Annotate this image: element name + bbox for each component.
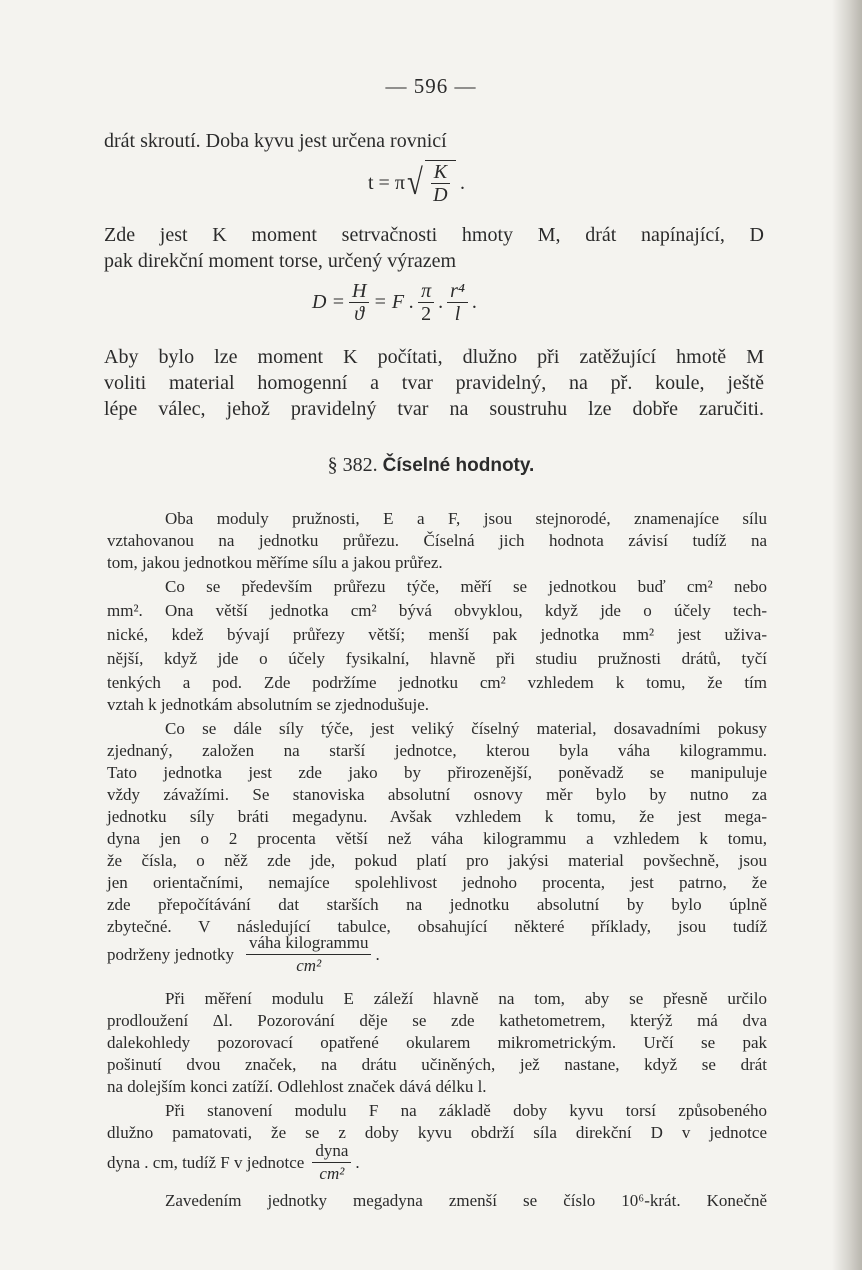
formula-lhs: t = π bbox=[368, 171, 405, 194]
formula-num: K bbox=[433, 161, 448, 183]
text-line: dalekohledy pozorovací opatřené okularem mikrometrickým. Určí se pak bbox=[107, 1033, 767, 1052]
text-line: Při měření modulu E záleží hlavně na tom, aby se přesně určilo bbox=[165, 989, 767, 1008]
text-line: že čísla, o něž zde jde, pokud platí pro jakýsi material povšechně, jsou bbox=[107, 851, 767, 870]
text-line: na dolejším konci zatíží. Odlehlost značek dává délku l. bbox=[107, 1077, 487, 1096]
text-line: jen orientačními, nemajíce spolehlivost jednoho procenta, jest patrno, že bbox=[107, 873, 767, 892]
text-line: Zavedením jednotky megadyna zmenší se číslo 10⁶-krát. Konečně bbox=[165, 1191, 767, 1210]
section-title: Číselné hodnoty. bbox=[382, 455, 535, 476]
text-line: zjednaný, založen na starší jednotce, kterou byla váha kilogrammu. bbox=[107, 741, 767, 760]
text-line: nější, když jde o účely fysikalní, hlavně při studiu pružnosti drátů, tyčí bbox=[107, 649, 767, 668]
text-line: Oba moduly pružnosti, E a F, jsou stejnorodé, znamenajíce sílu bbox=[165, 509, 767, 528]
text-line: zbytečné. V následující tabulce, obsahující některé příklady, jsou tudíž bbox=[107, 917, 767, 936]
section-heading bbox=[0, 454, 862, 477]
dyna-text: dyna . cm, tudíž F v jednotce bbox=[107, 1152, 305, 1172]
fraction: $\frac{H}{ϑ}$ bbox=[349, 280, 369, 325]
formula-mid: = F . bbox=[373, 291, 415, 313]
text-line: Tato jednotka jest zde jako by přirozenější, poněvadž se manipuluje bbox=[107, 763, 767, 782]
text-line: prodloužení Δl. Pozorování děje se zde kathetometrem, kterýž má dva bbox=[107, 1011, 767, 1030]
units-formula: podrženy jednotky $\frac{\text{váha kilogrammu}}{\text{cm²}}$ . bbox=[107, 933, 380, 975]
text-line: Co se dále síly týče, jest veliký číselný material, dosavadními pokusy bbox=[165, 719, 767, 738]
page-number: — 596 — bbox=[385, 74, 477, 98]
section-number: § 382. bbox=[327, 454, 378, 476]
text-line: mm². Ona větší jednotka cm² bývá obvyklou, když jde o účely tech- bbox=[107, 601, 767, 620]
text-line: nické, kdež bývají průřezy větší; menší pak jednotka mm² jest uživa- bbox=[107, 625, 767, 644]
page-edge-shadow bbox=[832, 0, 862, 1270]
text-line: Při stanovení modulu F na základě doby kyvu torsí způsobeného bbox=[165, 1101, 767, 1120]
text-line: Zde jest K moment setrvačnosti hmoty M, drát napínající, D bbox=[104, 224, 764, 246]
text-line: dlužno pamatovati, že se z doby kyvu obdrží síla direkční D v jednotce bbox=[107, 1123, 767, 1142]
formula-lhs: D = bbox=[312, 291, 345, 313]
text-line: vztahovanou na jednotku průřezu. Číselná jich hodnota závisí tudíž na bbox=[107, 531, 767, 550]
formula-end: . bbox=[460, 171, 466, 194]
text-line: Aby bylo lze moment K počítati, dlužno při zatěžující hmotě M bbox=[104, 346, 764, 368]
fraction: $\frac{\text{váha kilogrammu}}{\text{cm²}}$ bbox=[246, 932, 371, 977]
sqrt-symbol: √ $\frac{K}{D}$ bbox=[405, 160, 456, 206]
formula-den: D bbox=[433, 184, 448, 206]
fraction: $\frac{\text{r⁴}}{l}$ bbox=[447, 280, 468, 325]
fraction: $\frac{\text{dyna}}{\text{cm²}}$ bbox=[312, 1140, 351, 1185]
text-line: vždy závažími. Se stanoviska absolutní osnovy měr bylo by nutno za bbox=[107, 785, 767, 804]
text-line: lépe válec, jehož pravidelný tvar na soustruhu lze dobře zaručiti. bbox=[104, 398, 764, 420]
text-line: tom, jakou jednotkou měříme sílu a jakou průřez. bbox=[107, 553, 443, 572]
text-line: vztah k jednotkám absolutním se zjednodušuje. bbox=[107, 695, 429, 714]
text-line: pak direkční moment torse, určený výrazem bbox=[104, 250, 457, 272]
fraction: $\frac{\pi}{2}$ bbox=[418, 280, 434, 325]
text-line: jednotku síly bráti megadynu. Avšak vzhledem k tomu, že jest mega- bbox=[107, 807, 767, 826]
text-line: drát skroutí. Doba kyvu jest určena rovnicí bbox=[104, 130, 447, 152]
text-line: pošinutí dvou značek, na drátu učiněných, jež nastane, když se drát bbox=[107, 1055, 767, 1074]
units-text: podrženy jednotky bbox=[107, 944, 234, 964]
formula-torsion: D = $\frac{H}{ϑ}$ = F . $\frac{\pi}{2}$ . $\frac{\text{r⁴}}{l}$ . bbox=[312, 280, 477, 325]
text-line: Co se především průřezu týče, měří se jednotkou buď cm² nebo bbox=[165, 577, 767, 596]
text-line: voliti material homogenní a tvar pravidelný, na př. koule, ještě bbox=[104, 372, 764, 394]
formula-period bbox=[368, 160, 465, 206]
text-line: tenkých a pod. Zde podržíme jednotku cm² vzhledem k tomu, že tím bbox=[107, 673, 767, 692]
dyna-formula: dyna . cm, tudíž F v jednotce $\frac{\text{dyna}}{\text{cm²}}$ . bbox=[107, 1141, 360, 1183]
text-line: dyna jen o 2 procenta větší než váha kilogrammu a vzhledem k tomu, bbox=[107, 829, 767, 848]
text-line: zde přepočítávání dat starších na jednotku absolutní by bylo úplně bbox=[107, 895, 767, 914]
